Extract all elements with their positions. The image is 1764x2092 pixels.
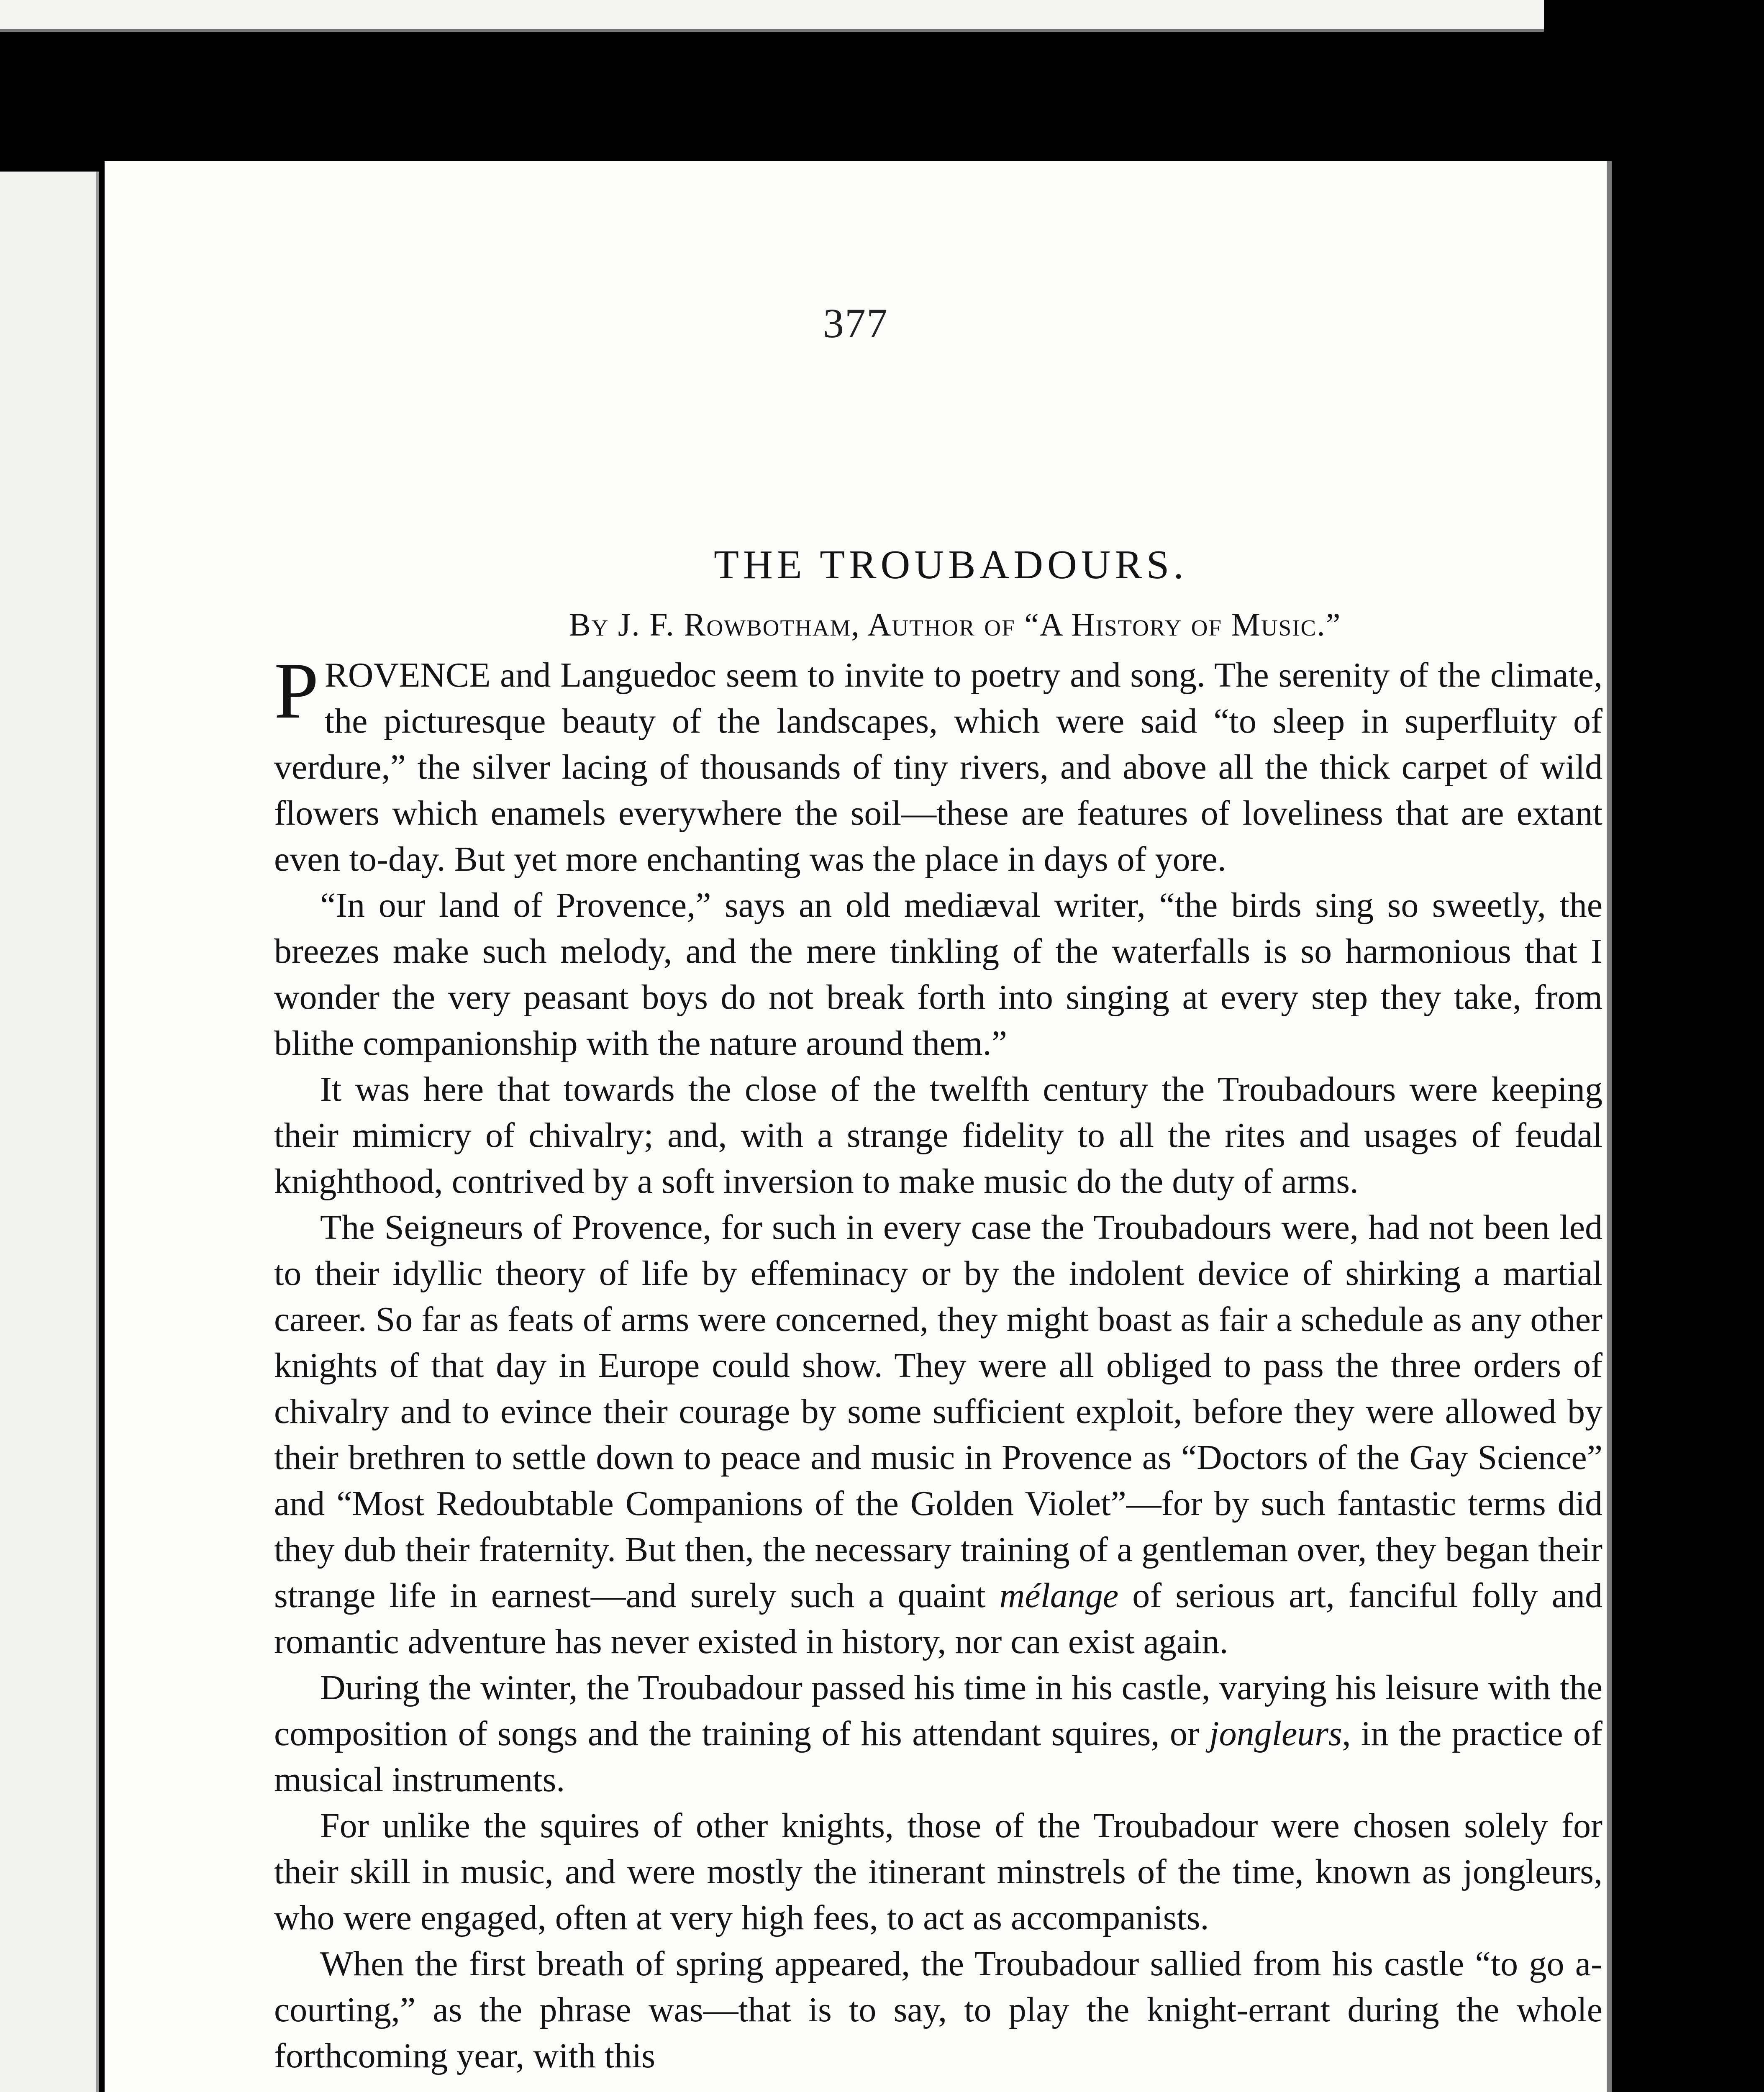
paragraph-4 [274, 1205, 1602, 1665]
article-byline: By J. F. Rowbotham, Author of “A History of Music.” [569, 606, 1341, 643]
adjacent-page-top-edge [0, 0, 1544, 32]
italic-term: mélange [999, 1576, 1119, 1615]
italic-term: jongleurs [1209, 1714, 1342, 1753]
paragraph-text: For unlike the squires of other knights, those of the Troubadour were chosen solely for their skill in music, and were mostly the itinerant minstrels of the time, known as jongleurs, who were engaged, often at very high fees, to act as accompanists. [274, 1806, 1602, 1937]
paragraph-text: It was here that towards the close of the twelfth century the Troubadours were keeping their mimicry of chivalry; and, with a strange fidelity to all the rites and usages of feudal knighthood, contrived by a soft inversion to make music do the duty of arms. [274, 1070, 1602, 1201]
paragraph-7 [274, 1941, 1602, 2079]
paragraph-text: ROVENCE and Languedoc seem to invite to poetry and song. The serenity of the climate, the picturesque beauty of the landscapes, which were said “to sleep in superfluity of verdure,” the silver lacing of thousands of tiny rivers, and above all the thick carpet of wild flowers which enamels everywhere the soil—these are features of loveliness that are extant even to-day. But yet more enchanting was the place in days of yore. [274, 656, 1602, 879]
book-page [105, 161, 1607, 2092]
paragraph-2 [274, 882, 1602, 1067]
paragraph-text: The Seigneurs of Provence, for such in every case the Troubadours were, had not been led to their idyllic theory of life by effeminacy or by the indolent device of shirking a martial career. So far as feats of arms were concerned, they might boast as fair a schedule as any other knights of that day in Europe could show. They were all obliged to pass the three orders of chivalry and to evince their courage by some sufficient exploit, before they were allowed by their brethren to settle down to peace and music in Provence as “Doctors of the Gay Science” and “Most Redoubtable Companions of the Golden Violet”—for by such fantastic terms did they dub their fraternity. But then, the necessary training of a gentleman over, they began their strange life in earnest—and surely such a quaint [274, 1208, 1602, 1615]
drop-cap: P [274, 646, 319, 735]
paragraph-3 [274, 1067, 1602, 1205]
adjacent-page-left-edge [0, 172, 99, 2092]
paragraph-1 [274, 646, 1602, 882]
page-number: 377 [823, 300, 888, 346]
article [274, 533, 1602, 2079]
paragraph-text: , in the practice of musical instruments. [274, 1714, 1602, 1799]
paragraph-5 [274, 1665, 1602, 1803]
paragraph-text: of serious art, fanciful folly and romantic adventure has never existed in history, nor can exist again. [274, 1576, 1602, 1661]
article-title: THE TROUBADOURS. [714, 542, 1188, 587]
paragraph-6 [274, 1803, 1602, 1941]
paragraph-text: During the winter, the Troubadour passed his time in his castle, varying his leisure with the composition of songs and the training of his attendant squires, or [274, 1668, 1602, 1753]
paragraph-text: “In our land of Provence,” says an old mediæval writer, “the birds sing so sweetly, the breezes make such melody, and the mere tinkling of the waterfalls is so harmonious that I wonder the very peasant boys do not break forth into singing at every step they take, from blithe companionship with the nature around them.” [274, 886, 1602, 1063]
paragraph-text: When the first breath of spring appeared, the Troubadour sallied from his castle “to go a-courting,” as the phrase was—that is to say, to play the knight-errant during the whole forthcoming year, with this [274, 1944, 1602, 2075]
